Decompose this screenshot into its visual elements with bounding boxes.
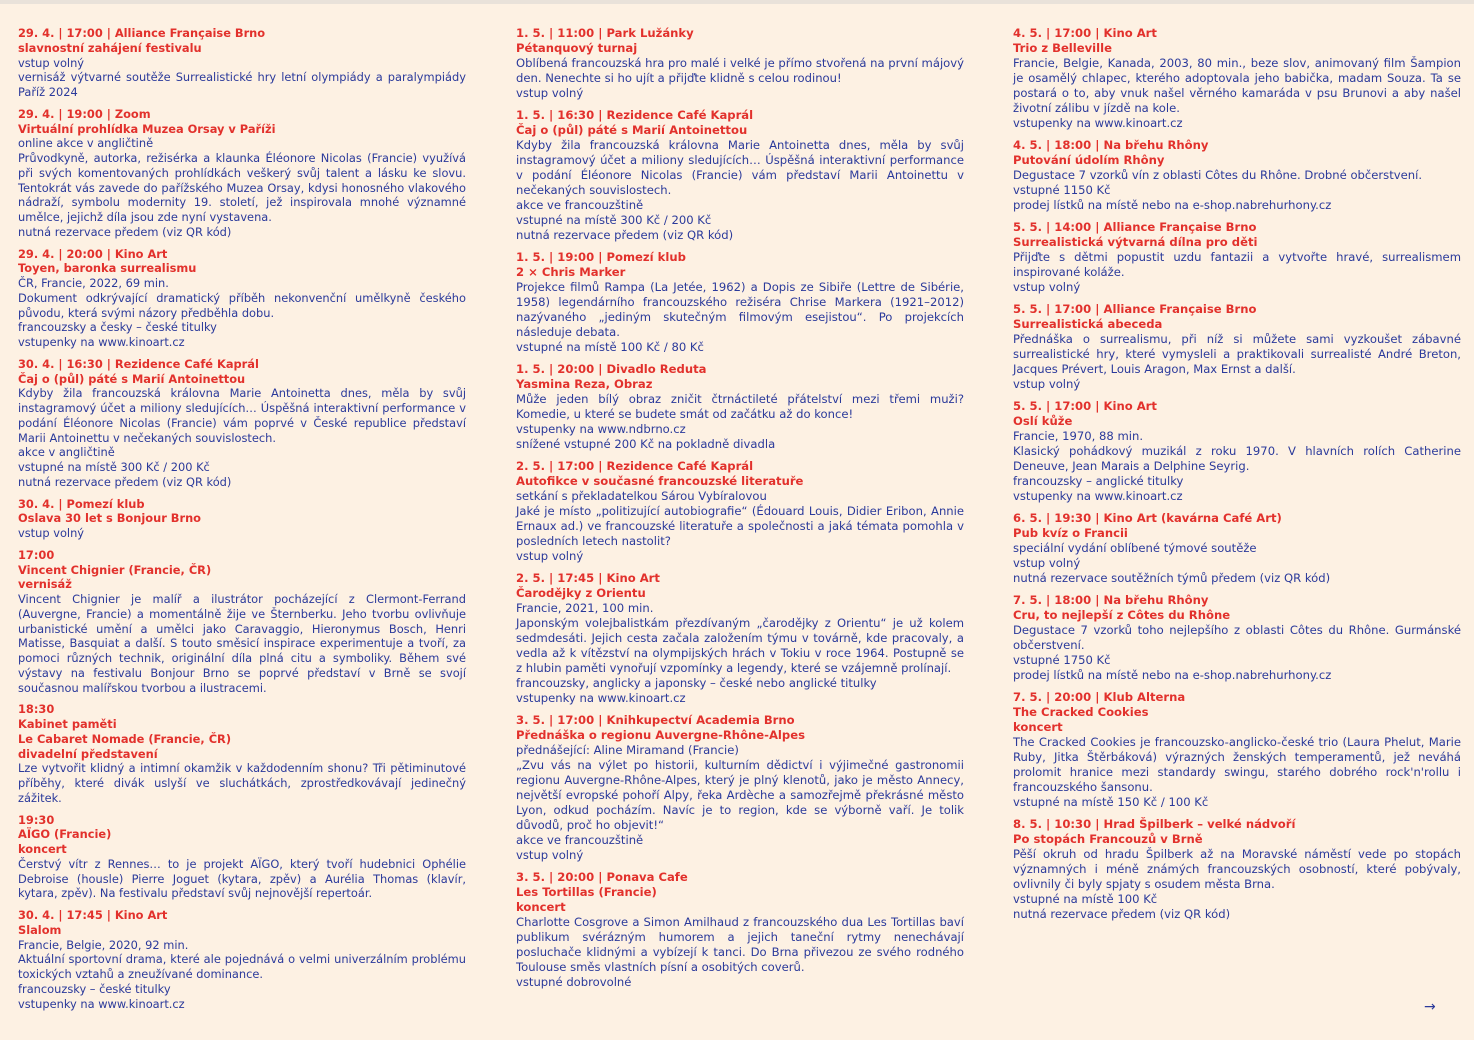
event-title: Yasmina Reza, Obraz: [516, 377, 653, 391]
event-info-line: vstupné na místě 300 Kč / 200 Kč: [516, 213, 712, 227]
event-info-line: vstupenky na www.kinoart.cz: [516, 691, 686, 705]
event-info-line: vstupné na místě 300 Kč / 200 Kč: [18, 460, 210, 474]
event-description: Pěší okruh od hradu Špilberk až na Moravské náměstí vede po stopách významných i méně známých francouzských osobností, které pobývaly, ovlivnily či byly spjaty s osudem města Brna.: [1013, 847, 1461, 891]
event-info-line: vstupenky na www.kinoart.cz: [18, 335, 185, 349]
program-column-2: [516, 26, 964, 997]
event-info-line: vstupné 1750 Kč: [1013, 653, 1111, 667]
event-title: Toyen, baronka surrealismu: [18, 261, 197, 276]
event-title: Vincent Chignier (Francie, ČR): [18, 562, 212, 577]
event-description: Francie, Belgie, Kanada, 2003, 80 min., beze slov, animovaný film Šampion je osamělý chlapec, kterého adoptovala jeho babička, madam Souza. Ta se postará o to, aby vnuk našel věrného kamaráda v psu Brunovi a aby našel životní zálibu v jízdě na kole.: [1013, 56, 1461, 115]
event-info-line: vstupenky na www.kinoart.cz: [1013, 489, 1183, 503]
event-datetime-venue: 1. 5. | 11:00 | Park Lužánky: [516, 26, 694, 40]
event-datetime-venue: 4. 5. | 17:00 | Kino Art: [1013, 26, 1157, 40]
event-info-line: vstup volný: [516, 848, 584, 862]
event-description: Lze vytvořit klidný a intimní okamžik v každodenním shonu? Tři pětiminutové příběhy, které divák uslyší ve sluchátkách, zprostředkovávají jedinečný zážitek.: [18, 761, 466, 805]
event-datetime-venue: 30. 4. | 17:45 | Kino Art: [18, 908, 168, 922]
event-title: Čarodějky z Orientu: [516, 586, 646, 600]
event-title: divadelní představení: [18, 746, 158, 761]
event-title: Virtuální prohlídka Muzea Orsay v Paříži: [18, 121, 276, 136]
event-datetime-venue: 6. 5. | 19:30 | Kino Art (kavárna Café Art): [1013, 511, 1282, 525]
event-info-line: nutná rezervace předem (viz QR kód): [18, 224, 232, 239]
event-info-line: snížené vstupné 200 Kč na pokladně divadla: [516, 437, 776, 451]
event-description: Projekce filmů Rampa (La Jetée, 1962) a Dopis ze Sibiře (Lettre de Sibérie, 1958) legendárního francouzského režiséra Chrise Markera (1921–2012) nazývaného „jediným skutečným filmovým esejistou“. Po projekcích následuje debata.: [516, 280, 964, 339]
event-info-line: nutná rezervace předem (viz QR kód): [18, 474, 232, 489]
event-info-line: francouzsky, anglicky a japonsky – české nebo anglické titulky: [516, 676, 877, 690]
event-datetime-venue: 2. 5. | 17:00 | Rezidence Café Kaprál: [516, 459, 754, 473]
event-description: Charlotte Cosgrove a Simon Amilhaud z francouzského dua Les Tortillas baví publikum svérázným humorem a jejich taneční rytmy nenechávají posluchače klidnými a vybízejí k tanci. Do Brna přivezou ze svého rodného Toulouse směs vlastních písní a osobitých coverů.: [516, 915, 964, 974]
event-description: Klasický pohádkový muzikál z roku 1970. V hlavních rolích Catherine Deneuve, Jean Marais a Delphine Seyrig.: [1013, 444, 1461, 473]
event-info-line: prodej lístků na místě nebo na e-shop.nabrehurhony.cz: [1013, 198, 1332, 212]
event-datetime-venue: 19:30: [18, 812, 55, 827]
event-title: Putování údolím Rhôny: [1013, 153, 1165, 167]
event-info-line: nutná rezervace předem (viz QR kód): [1013, 907, 1231, 921]
event-info-line: nutná rezervace soutěžních týmů předem (viz QR kód): [1013, 571, 1331, 585]
event-title: koncert: [18, 842, 67, 856]
event-datetime-venue: 29. 4. | 20:00 | Kino Art: [18, 246, 168, 261]
event-title: Pétanquový turnaj: [516, 41, 638, 55]
event-title: Oslí kůže: [1013, 414, 1073, 428]
event-title: Surrealistická abeceda: [1013, 317, 1163, 331]
program-event: [1013, 138, 1461, 213]
program-event: [18, 702, 466, 805]
event-info-line: ČR, Francie, 2022, 69 min.: [18, 276, 169, 290]
program-event: [516, 26, 964, 101]
program-event: [1013, 220, 1461, 295]
program-event: [18, 548, 466, 696]
event-title: Cru, to nejlepší z Côtes du Rhône: [1013, 608, 1231, 622]
event-description: Kdyby žila francouzská královna Marie Antoinetta dnes, měla by svůj instagramový účet a miliony sledujících… Úspěšná interaktivní performance v podání Éléonore Nicolas (Francie) vám poprvé v České republice představí Marii Antoinettu v nečekaných souvislostech.: [18, 386, 466, 445]
program-event: [1013, 511, 1461, 586]
event-datetime-venue: 3. 5. | 17:00 | Knihkupectví Academia Brno: [516, 713, 795, 727]
event-datetime-venue: 1. 5. | 19:00 | Pomezí klub: [516, 250, 686, 264]
event-info-line: francouzsky – české titulky: [18, 981, 171, 996]
event-info-line: akce ve francouzštině: [516, 833, 644, 847]
program-event: [1013, 302, 1461, 392]
event-datetime-venue: 30. 4. | 16:30 | Rezidence Café Kaprál: [18, 356, 259, 371]
event-title: Trio z Belleville: [1013, 41, 1112, 55]
top-border: [0, 0, 1474, 4]
event-info-line: vstup volný: [516, 86, 584, 100]
program-event: [516, 459, 964, 564]
program-column-1: [18, 26, 466, 1018]
event-info-line: vstupenky na www.kinoart.cz: [18, 996, 185, 1011]
program-event: [18, 908, 466, 1011]
event-info-line: přednášející: Aline Miramand (Francie): [516, 743, 739, 757]
event-description: Oblíbená francouzská hra pro malé i velké je přímo stvořená na první májový den. Nenechte si ho ujít a přijďte klidně s celou rodinou!: [516, 56, 964, 85]
event-info-line: akce v angličtině: [18, 445, 115, 460]
event-title: Oslava 30 let s Bonjour Brno: [18, 511, 202, 526]
program-event: [1013, 26, 1461, 131]
event-title: Čaj o (půl) páté s Marií Antoinettou: [18, 371, 246, 386]
event-title: Přednáška o regionu Auvergne-Rhône-Alpes: [516, 728, 805, 742]
program-event: [1013, 690, 1461, 810]
event-info-line: vstup volný: [1013, 280, 1081, 294]
event-title: Kabinet paměti: [18, 717, 117, 731]
event-datetime-venue: 5. 5. | 17:00 | Alliance Française Brno: [1013, 302, 1257, 316]
program-event: [516, 362, 964, 452]
program-event: [1013, 593, 1461, 683]
event-description: Vincent Chignier je malíř a ilustrátor pocházející z Clermont-Ferrand (Auvergne, Francie) a momentálně žije ve Šternberku. Jeho tvorbu ovlivňuje urbanistické umění a umělci jako Caravaggio, Hieronymus Bosch, Henri Matisse, Basquiat a další. S touto směsicí inspirace experimentuje a tvoří, za pomoci různých technik, originální díla plná citu a symboliky. Během své výstavy na festivalu Bonjour Brno se poprvé představí v Brně se svojí současnou malířskou tvorbou a ilustracemi.: [18, 592, 466, 695]
event-info-line: prodej lístků na místě nebo na e-shop.nabrehurhony.cz: [1013, 668, 1332, 682]
event-info-line: vstup volný: [516, 549, 584, 563]
program-event: [18, 357, 466, 490]
event-datetime-venue: 7. 5. | 20:00 | Klub Alterna: [1013, 690, 1186, 704]
event-info-line: vstupenky na www.ndbrno.cz: [516, 422, 686, 436]
program-event: [516, 870, 964, 990]
event-info-line: online akce v angličtině: [18, 136, 154, 151]
event-info-line: nutná rezervace předem (viz QR kód): [516, 228, 734, 242]
event-description: Degustace 7 vzorků toho nejlepšího z oblasti Côtes du Rhône. Gurmánské občerstvení.: [1013, 623, 1461, 652]
event-datetime-venue: 7. 5. | 18:00 | Na břehu Rhôny: [1013, 593, 1209, 607]
event-info-line: vstupné na místě 100 Kč: [1013, 892, 1158, 906]
event-title: Čaj o (půl) páté s Marií Antoinettou: [516, 123, 748, 137]
event-datetime-venue: 1. 5. | 20:00 | Divadlo Reduta: [516, 362, 707, 376]
event-info-line: francouzsky a česky – české titulky: [18, 320, 217, 335]
event-datetime-venue: 29. 4. | 17:00 | Alliance Française Brno: [18, 26, 266, 40]
program-event: [516, 250, 964, 355]
event-description: Aktuální sportovní drama, které ale pojednává o velmi univerzálním problému toxických vztahů a zneužívané dominance.: [18, 952, 466, 981]
event-info-line: Francie, Belgie, 2020, 92 min.: [18, 937, 189, 952]
event-title: Les Tortillas (Francie): [516, 885, 657, 899]
event-description: vernisáž výtvarné soutěže Surrealistické hry letní olympiády a paralympiády Paříž 2024: [18, 70, 466, 99]
event-title: Autofikce v současné francouzské literatuře: [516, 474, 804, 488]
event-info-line: vstupenky na www.kinoart.cz: [1013, 116, 1183, 130]
event-info-line: Francie, 1970, 88 min.: [1013, 429, 1144, 443]
event-info-line: vstupné dobrovolné: [516, 975, 632, 989]
event-info-line: vstupné 1150 Kč: [1013, 183, 1111, 197]
event-description: The Cracked Cookies je francouzsko-anglicko-české trio (Laura Phelut, Marie Ruby, Jitka Štěrbáková) výrazných ženských temperamentů, jež neváhá prolomit hranice mezi standardy swingu, starého dobrého rock'n'rollu i francouzského šansonu.: [1013, 735, 1461, 794]
event-title: Surrealistická výtvarná dílna pro děti: [1013, 235, 1258, 249]
event-description: Může jeden bílý obraz zničit čtrnáctileté přátelství mezi třemi muži? Komedie, u které se budete smát od začátku až do konce!: [516, 392, 964, 421]
event-info-line: vstup volný: [1013, 377, 1081, 391]
event-info-line: vstup volný: [18, 55, 85, 70]
event-title: koncert: [516, 900, 566, 914]
event-datetime-venue: 5. 5. | 17:00 | Kino Art: [1013, 399, 1157, 413]
program-event: [1013, 817, 1461, 922]
next-page-arrow-icon[interactable]: →: [1424, 999, 1436, 1015]
event-description: „Zvu vás na výlet po historii, kulturním dědictví i výjimečné gastronomii regionu Auvergne-Rhône-Alpes, který je plný klenotů, jako je město Annecy, největší evropské pohoří Alpy, řeka Ardèche a samozřejmě překrásné město Lyon, odkud pocházím. Navíc je to region, kde se výborně vaří. Je tolik důvodů, proč ho objevit!“: [516, 758, 964, 832]
event-description: Čerstvý vítr z Rennes… to je projekt AÏGO, který tvoří hudebnici Ophélie Debroise (housle) Pierre Joguet (kytara, zpěv) a Aurélia Thomas (klavír, kytara, zpěv). Na festivalu představí svůj nejnovější repertoár.: [18, 856, 466, 901]
event-info-line: vstupné na místě 150 Kč / 100 Kč: [1013, 795, 1209, 809]
event-datetime-venue: 3. 5. | 20:00 | Ponava Cafe: [516, 870, 688, 884]
program-event: [18, 247, 466, 350]
event-title: Po stopách Francouzů v Brně: [1013, 832, 1203, 846]
event-datetime-venue: 18:30: [18, 702, 55, 717]
event-info-line: vstup volný: [1013, 556, 1081, 570]
event-datetime-venue: 5. 5. | 14:00 | Alliance Française Brno: [1013, 220, 1257, 234]
event-datetime-venue: 17:00: [18, 547, 55, 562]
event-title: koncert: [1013, 720, 1063, 734]
program-event: [1013, 399, 1461, 504]
event-description: Jaké je místo „politizující autobiografie“ (Édouard Louis, Didier Eribon, Annie Ernaux ad.) ve francouzské literatuře a společnosti a jaká témata pomohla v posledních letech nastolit?: [516, 504, 964, 548]
event-description: Dokument odkrývající dramatický příběh nekonvenční umělkyně českého původu, která svými názory předběhla dobu.: [18, 290, 466, 320]
event-description: Průvodkyně, autorka, režisérka a klaunka Éléonore Nicolas (Francie) využívá při svých komentovaných prohlídkách veškerý svůj talent a lásku ke slovu. Tentokrát vás zavede do pařížského Muzea Orsay, kdysi honosného vlakového nádraží, symbolu modernity 19. století, jež inspirovala mnohé významné umělce, jejichž díla jsou zde nyní vystavena.: [18, 151, 466, 224]
program-event: [18, 107, 466, 240]
program-event: [516, 571, 964, 706]
event-info-line: setkání s překladatelkou Sárou Vybíralovou: [516, 489, 767, 503]
event-title: Slalom: [18, 922, 62, 937]
event-title: Le Cabaret Nomade (Francie, ČR): [18, 731, 232, 746]
event-info-line: Francie, 2021, 100 min.: [516, 601, 654, 615]
event-title: AÏGO (Francie): [18, 827, 112, 842]
program-event: [18, 26, 466, 100]
event-info-line: vstupné na místě 100 Kč / 80 Kč: [516, 340, 704, 354]
event-title: Pub kvíz o Francii: [1013, 526, 1128, 540]
event-datetime-venue: 8. 5. | 10:30 | Hrad Špilberk – velké nádvoří: [1013, 817, 1296, 831]
event-description: Japonským volejbalistkám přezdívaným „čarodějky z Orientu“ je už kolem sedmdesáti. Jejich cesta začala založením týmu v továrně, kde pracovaly, a vedla až k vítězství na olympijských hrách v Tokiu v roce 1964. Postupně se z hlubin paměti vynořují vzpomínky a legendy, které se vzájemně prolínají.: [516, 616, 964, 675]
program-event: [516, 713, 964, 863]
event-datetime-venue: 1. 5. | 16:30 | Rezidence Café Kaprál: [516, 108, 754, 122]
event-info-line: speciální vydání oblíbené týmové soutěže: [1013, 541, 1257, 555]
program-event: [516, 108, 964, 243]
event-datetime-venue: 2. 5. | 17:45 | Kino Art: [516, 571, 660, 585]
event-description: Přednáška o surrealismu, při níž si můžete sami vyzkoušet zábavné surrealistické hry, které vymysleli a praktikovali surrealisté André Breton, Jacques Prévert, Louis Aragon, Max Ernst a další.: [1013, 332, 1461, 376]
event-info-line: vstup volný: [18, 526, 85, 540]
event-info-line: akce ve francouzštině: [516, 198, 644, 212]
program-event: [18, 497, 466, 541]
event-info-line: francouzsky – anglické titulky: [1013, 474, 1184, 488]
program-event: [18, 813, 466, 902]
event-description: Degustace 7 vzorků vín z oblasti Côtes du Rhône. Drobné občerstvení.: [1013, 168, 1423, 182]
event-description: Kdyby žila francouzská královna Marie Antoinetta dnes, měla by svůj instagramový účet a miliony sledujících… Úspěšná interaktivní performance v podání Éléonore Nicolas (Francie) vám představí Marii Antoinettu v nečekaných souvislostech.: [516, 138, 964, 197]
program-column-3: [1013, 26, 1461, 929]
event-datetime-venue: 30. 4. | Pomezí klub: [18, 496, 145, 511]
event-description: Přijďte s dětmi popustit uzdu fantazii a vytvořte hravé, surrealismem inspirované koláže.: [1013, 250, 1461, 279]
event-title: slavnostní zahájení festivalu: [18, 40, 202, 55]
event-datetime-venue: 4. 5. | 18:00 | Na břehu Rhôny: [1013, 138, 1209, 152]
event-title: The Cracked Cookies: [1013, 705, 1149, 719]
event-datetime-venue: 29. 4. | 19:00 | Zoom: [18, 106, 151, 121]
event-title: vernisáž: [18, 577, 72, 592]
event-title: 2 × Chris Marker: [516, 265, 626, 279]
